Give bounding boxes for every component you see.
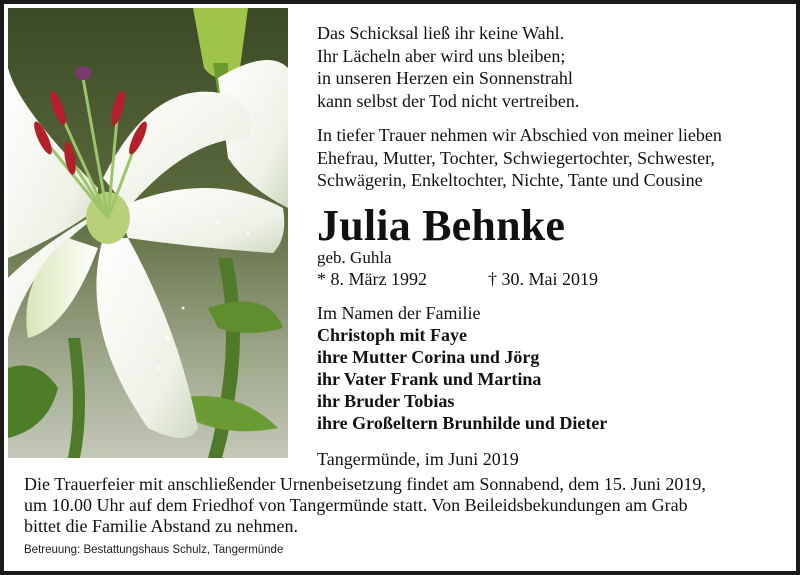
mourning-intro [317, 124, 797, 192]
death-date: † 30. Mai 2019 [488, 268, 598, 289]
family-member: ihr Vater Frank und Martina [317, 368, 542, 389]
intro-line: In tiefer Trauer nehmen wir Abschied von meiner lieben [317, 125, 722, 145]
undertaker-credit: Betreuung: Bestattungshaus Schulz, Tangermünde [24, 544, 284, 556]
funeral-info-line: bittet die Familie Abstand zu nehmen. [24, 516, 298, 536]
family-list [317, 302, 797, 434]
family-member: ihre Mutter Corina und Jörg [317, 346, 540, 367]
life-dates [317, 268, 797, 290]
family-intro: Im Namen der Familie [317, 302, 481, 323]
funeral-info-line: um 10.00 Uhr auf dem Friedhof von Tangermünde statt. Von Beileidsbekundungen am Grab [24, 495, 688, 515]
notice-text [317, 22, 797, 470]
poem-line: Ihr Lächeln aber wird uns bleiben; [317, 45, 566, 66]
lily-flower-image [8, 8, 288, 458]
poem-line: Das Schicksal ließ ihr keine Wahl. [317, 23, 565, 43]
deceased-name: Julia Behnke [317, 200, 566, 250]
family-member: ihre Großeltern Brunhilde und Dieter [317, 412, 608, 433]
maiden-name: geb. Guhla [317, 247, 392, 267]
funeral-info-line: Die Trauerfeier mit anschließender Urnenbeisetzung findet am Sonnabend, dem 15. Juni 2019, [24, 474, 706, 494]
intro-line: Schwägerin, Enkeltochter, Nichte, Tante und Cousine [317, 170, 703, 190]
poem [317, 22, 797, 112]
place-date: Tangermünde, im Juni 2019 [317, 448, 519, 469]
family-member: ihr Bruder Tobias [317, 390, 455, 411]
poem-line: in unseren Herzen ein Sonnenstrahl [317, 68, 573, 88]
family-member: Christoph mit Faye [317, 324, 467, 345]
funeral-info [24, 474, 794, 537]
intro-line: Ehefrau, Mutter, Tochter, Schwiegertochter, Schwester, [317, 147, 715, 168]
lily-photo [8, 8, 288, 458]
poem-line: kann selbst der Tod nicht vertreiben. [317, 90, 580, 111]
birth-date: * 8. März 1992 [317, 268, 427, 289]
